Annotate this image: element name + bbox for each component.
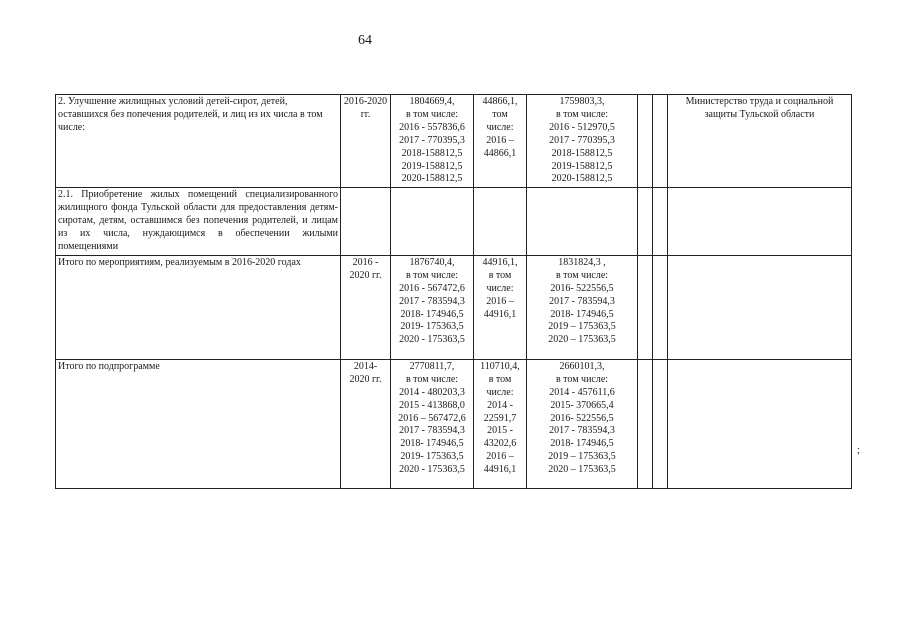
subprogram-table <box>55 94 852 489</box>
cell-line: 2017 - 770395,3 <box>549 134 615 146</box>
cell-line: 2014 - 480203,3 <box>399 386 465 398</box>
federal-funding-cell <box>474 359 527 488</box>
cell-line: 2014 - <box>487 399 513 411</box>
cell-line: 2015 - 413868,0 <box>399 399 465 411</box>
cell-line: 2018- 174946,5 <box>400 438 464 450</box>
cell-line: 44916,1 <box>483 464 517 476</box>
cell-line: 1876740,4, <box>409 256 455 268</box>
cell-line: 2019- 175363,5 <box>400 321 464 333</box>
empty-cell <box>653 188 668 256</box>
cell-line: 2017 - 783594,3 <box>399 295 465 307</box>
table-row <box>56 359 852 488</box>
cell-line: в том числе: <box>555 108 609 120</box>
cell-line: 110710,4, <box>480 360 520 372</box>
cell-line: защиты Тульской области <box>704 108 815 120</box>
cell-line: 2018-158812,5 <box>551 147 613 159</box>
empty-cell <box>341 188 391 256</box>
cell-line: 2019 – 175363,5 <box>548 451 616 463</box>
empty-cell <box>653 359 668 488</box>
cell-line: том <box>492 108 508 120</box>
cell-line: 2020 гг. <box>349 269 382 281</box>
cell-line: 2019- 175363,5 <box>400 451 464 463</box>
cell-line: 2016 - 567472,6 <box>399 282 465 294</box>
cell-line: в том <box>488 269 512 281</box>
cell-line: 2016- 522556,5 <box>550 412 614 424</box>
cell-line: 2020 - 175363,5 <box>399 464 465 476</box>
cell-line: 44866,1, <box>482 96 518 107</box>
table-row <box>56 95 852 188</box>
cell-line: 2016 – <box>486 295 514 307</box>
cell-line: числе: <box>486 282 514 294</box>
cell-line: 1831824,3 , <box>558 256 606 268</box>
empty-cell <box>638 359 653 488</box>
table-row <box>56 188 852 256</box>
empty-cell <box>653 255 668 359</box>
page-number: 64 <box>358 33 372 48</box>
cell-line: 2016 – 567472,6 <box>398 412 466 424</box>
cell-line: 2020-158812,5 <box>551 173 613 185</box>
empty-cell <box>638 255 653 359</box>
executor-cell <box>668 95 852 188</box>
cell-line: 2017 - 783594,3 <box>549 425 615 437</box>
cell-line: 2016- 522556,5 <box>550 282 614 294</box>
cell-line: 2016 - 512970,5 <box>549 121 615 133</box>
empty-cell <box>668 188 852 256</box>
cell-line: 2019-158812,5 <box>401 160 463 172</box>
cell-line: 2019 – 175363,5 <box>548 321 616 333</box>
total-funding-cell <box>391 359 474 488</box>
cell-line: 2020 гг. <box>349 373 382 385</box>
cell-line: 2020 – 175363,5 <box>548 334 616 346</box>
cell-line: 2017 - 783594,3 <box>399 425 465 437</box>
cell-line: 1804669,4, <box>409 96 455 107</box>
empty-cell <box>638 188 653 256</box>
cell-line: в том числе: <box>405 373 459 385</box>
empty-cell <box>474 188 527 256</box>
empty-cell <box>527 188 638 256</box>
cell-line: числе: <box>486 386 514 398</box>
cell-line: 2020 - 175363,5 <box>399 334 465 346</box>
cell-line: в том числе: <box>405 108 459 120</box>
federal-funding-cell <box>474 95 527 188</box>
cell-line: 2660101,3, <box>559 360 605 372</box>
period-cell <box>341 95 391 188</box>
cell-line: 2014 - 457611,6 <box>549 386 615 398</box>
cell-line: 2014- <box>353 360 378 372</box>
cell-line: 2017 - 783594,3 <box>549 295 615 307</box>
cell-line: Министерство труда и социальной <box>685 96 834 107</box>
cell-line: 2016 - <box>352 256 379 268</box>
cell-line: 44916,1 <box>483 308 517 320</box>
row-description: Итого по подпрограмме <box>56 359 341 488</box>
cell-line: 2018- 174946,5 <box>400 308 464 320</box>
cell-line: 2016 – <box>486 134 514 146</box>
period-cell <box>341 359 391 488</box>
cell-line: 2018-158812,5 <box>401 147 463 159</box>
cell-line: 43202,6 <box>483 438 517 450</box>
empty-cell <box>668 359 852 488</box>
regional-funding-cell <box>527 359 638 488</box>
federal-funding-cell <box>474 255 527 359</box>
cell-line: 22591,7 <box>483 412 517 424</box>
cell-line: 2016 - 557836,6 <box>399 121 465 133</box>
cell-line: 2770811,7, <box>409 360 455 372</box>
cell-line: 2015 - <box>487 425 513 437</box>
trailing-mark: ; <box>857 444 861 456</box>
cell-line: 2020 – 175363,5 <box>548 464 616 476</box>
cell-line: 1759803,3, <box>559 96 605 107</box>
cell-line: в том числе: <box>405 269 459 281</box>
row-description: 2.1. Приобретение жилых помещений специализированного жилищного фонда Тульской области для предоставления детям-сиротам, детям, оставшимся без попечения родителей, и лицам из их числа, нуждающимся в обеспечении жилыми помещениями <box>56 188 341 256</box>
empty-cell <box>391 188 474 256</box>
total-funding-cell <box>391 95 474 188</box>
empty-cell <box>653 95 668 188</box>
cell-line: числе: <box>486 121 514 133</box>
cell-line: в том числе: <box>555 373 609 385</box>
cell-line: 2016-2020 <box>343 96 388 107</box>
regional-funding-cell <box>527 95 638 188</box>
cell-line: 2017 - 770395,3 <box>399 134 465 146</box>
row-description: Итого по мероприятиям, реализуемым в 2016-2020 годах <box>56 255 341 359</box>
cell-line: 2016 – <box>486 451 514 463</box>
empty-cell <box>638 95 653 188</box>
total-funding-cell <box>391 255 474 359</box>
cell-line: 44916,1, <box>482 256 518 268</box>
period-cell <box>341 255 391 359</box>
cell-line: 2020-158812,5 <box>401 173 463 185</box>
cell-line: 2018- 174946,5 <box>550 308 614 320</box>
cell-line: 2019-158812,5 <box>551 160 613 172</box>
regional-funding-cell <box>527 255 638 359</box>
cell-line: 2018- 174946,5 <box>550 438 614 450</box>
row-description: 2. Улучшение жилищных условий детей-сирот, детей, оставшихся без попечения родителей, и лиц из их числа в том числе: <box>56 95 341 188</box>
cell-line: 2015- 370665,4 <box>550 399 614 411</box>
cell-line: в том числе: <box>555 269 609 281</box>
cell-line: гг. <box>360 108 371 120</box>
table-row <box>56 255 852 359</box>
cell-line: в том <box>488 373 512 385</box>
empty-cell <box>668 255 852 359</box>
cell-line: 44866,1 <box>483 147 517 159</box>
